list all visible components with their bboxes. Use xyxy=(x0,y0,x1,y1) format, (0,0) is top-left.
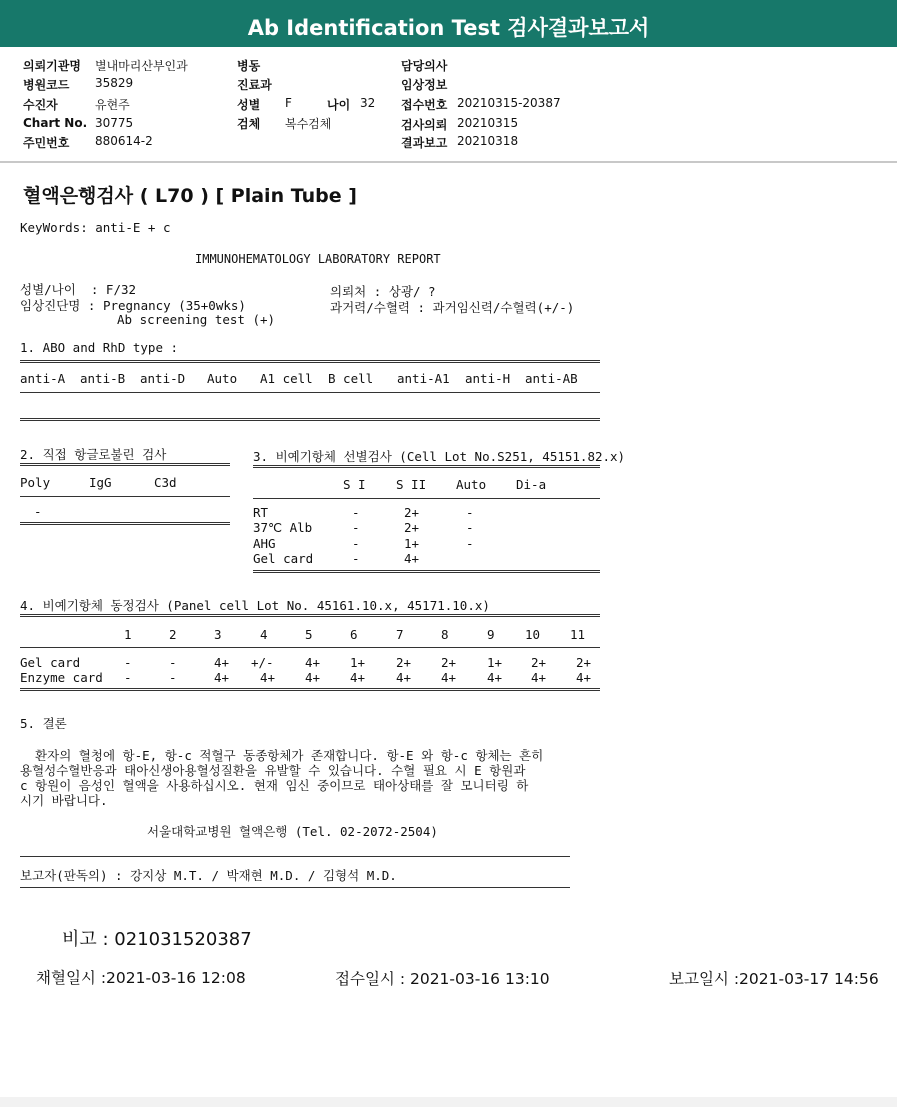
collected-datetime: 채혈일시 :2021-03-16 12:08 xyxy=(36,969,246,987)
result-report-value: 20210318 xyxy=(457,134,519,148)
panel-col: 2 xyxy=(169,627,177,642)
screen-row-label: AHG xyxy=(253,536,276,551)
single-rule xyxy=(20,647,600,648)
screen-row-label: RT xyxy=(253,505,269,520)
chart-no-label: Chart No. xyxy=(23,116,88,130)
conclusion-line: 환자의 혈청에 항-E, 항-c 적혈구 동종항체가 존재합니다. 항-E 와 항-c 항체는 흔히 xyxy=(20,748,544,763)
requesting-org-value: 별내마리산부인과 xyxy=(95,59,188,73)
panel-cell: 4+ xyxy=(487,670,503,685)
reporter-line: 보고자(판독의) : 강지상 M.T. / 박재현 M.D. / 김형석 M.D. xyxy=(20,868,397,883)
panel-cell: 2+ xyxy=(576,655,592,670)
panel-cell: - xyxy=(169,670,177,685)
screen-cell: - xyxy=(466,520,474,535)
report-header xyxy=(0,0,897,47)
double-rule xyxy=(20,418,600,421)
single-rule xyxy=(253,498,600,499)
report-header-title: Ab Identification Test 검사결과보고서 xyxy=(247,16,650,40)
panel-row-label: Gel card xyxy=(20,655,81,670)
dat-col-poly: Poly xyxy=(20,475,51,490)
panel-col: 1 xyxy=(124,627,132,642)
panel-cell: 2+ xyxy=(531,655,547,670)
keywords: KeyWords: anti-E + c xyxy=(20,220,171,235)
panel-col: 3 xyxy=(214,627,222,642)
screen-col-dia: Di-a xyxy=(516,477,547,492)
screen-cell: - xyxy=(466,536,474,551)
receipt-no-value: 20210315-20387 xyxy=(457,96,561,110)
abo-col-auto: Auto xyxy=(207,371,238,386)
requester-line: 의뢰처 : 상광/ ? xyxy=(330,284,436,299)
ward-label: 병동 xyxy=(237,59,261,73)
abo-col-anti-b: anti-B xyxy=(80,371,126,386)
panel-cell: 4+ xyxy=(214,670,230,685)
screen-cell: 2+ xyxy=(404,505,420,520)
clinical-info-label: 임상정보 xyxy=(401,78,448,92)
panel-cell: +/- xyxy=(251,655,274,670)
test-request-label: 검사의뢰 xyxy=(401,118,448,132)
dat-heading: 2. 직접 항글로불린 검사 xyxy=(20,447,167,462)
panel-row-label: Enzyme card xyxy=(20,670,103,685)
screen-cell: 4+ xyxy=(404,551,420,566)
panel-cell: 4+ xyxy=(576,670,592,685)
abo-col-anti-a: anti-A xyxy=(20,371,66,386)
conclusion-heading: 5. 결론 xyxy=(20,716,67,731)
panel-col: 8 xyxy=(441,627,449,642)
screen-heading: 3. 비예기항체 선별검사 (Cell Lot No.S251, 45151.82.x) xyxy=(253,449,626,464)
abo-col-anti-h: anti-H xyxy=(465,371,511,386)
panel-cell: 4+ xyxy=(305,655,321,670)
age-label: 나이 xyxy=(327,98,351,112)
single-rule xyxy=(20,856,570,857)
panel-col: 5 xyxy=(305,627,313,642)
single-rule xyxy=(20,496,230,497)
panel-cell: - xyxy=(169,655,177,670)
test-request-value: 20210315 xyxy=(457,116,519,130)
double-rule xyxy=(20,522,230,525)
panel-col: 9 xyxy=(487,627,495,642)
panel-col: 6 xyxy=(350,627,358,642)
diagnosis-line: 임상진단명 : Pregnancy (35+0wks) xyxy=(20,298,246,313)
abo-col-anti-d: anti-D xyxy=(140,371,186,386)
abo-heading: 1. ABO and RhD type : xyxy=(20,340,179,355)
double-rule xyxy=(20,463,230,466)
hospital-code-label: 병원코드 xyxy=(23,78,70,92)
double-rule xyxy=(253,465,600,468)
single-rule xyxy=(20,887,570,888)
patient-name-value: 유현주 xyxy=(95,98,130,112)
received-datetime: 접수일시 : 2021-03-16 13:10 xyxy=(335,970,550,988)
attending-doctor-label: 담당의사 xyxy=(401,59,448,73)
panel-col: 11 xyxy=(570,627,586,642)
conclusion-line: c 항원이 음성인 혈액을 사용하십시오. 현재 임신 중이므로 태아상태를 잘 모니터링 하 xyxy=(20,778,529,793)
screen-cell: - xyxy=(352,505,360,520)
specimen-label: 검체 xyxy=(237,117,261,131)
screen-cell: 1+ xyxy=(404,536,420,551)
receipt-no-label: 접수번호 xyxy=(401,98,448,112)
single-rule xyxy=(20,392,600,393)
double-rule xyxy=(20,688,600,691)
screen-col-auto: Auto xyxy=(456,477,487,492)
panel-cell: 1+ xyxy=(350,655,366,670)
remark-line: 비고 : 021031520387 xyxy=(62,929,252,950)
hospital-code-value: 35829 xyxy=(95,76,134,90)
panel-cell: 4+ xyxy=(396,670,412,685)
double-rule xyxy=(20,614,600,617)
dat-poly-value: - xyxy=(34,504,42,519)
panel-cell: - xyxy=(124,655,132,670)
panel-cell: - xyxy=(124,670,132,685)
lab-report-heading: IMMUNOHEMATOLOGY LABORATORY REPORT xyxy=(195,252,441,266)
diagnosis-line-2: Ab screening test (+) xyxy=(117,312,276,327)
panel-cell: 1+ xyxy=(487,655,503,670)
report-title: 혈액은행검사 ( L70 ) [ Plain Tube ] xyxy=(23,185,357,207)
panel-cell: 2+ xyxy=(441,655,457,670)
panel-cell: 4+ xyxy=(305,670,321,685)
panel-col: 7 xyxy=(396,627,404,642)
patient-name-label: 수진자 xyxy=(23,98,58,112)
screen-cell: - xyxy=(466,505,474,520)
panel-col: 10 xyxy=(525,627,541,642)
resident-no-value: 880614-2 xyxy=(95,134,153,148)
history-line: 과거력/수혈력 : 과거임신력/수혈력(+/-) xyxy=(330,300,575,315)
blood-bank-line: 서울대학교병원 혈액은행 (Tel. 02-2072-2504) xyxy=(147,824,438,839)
dat-col-c3d: C3d xyxy=(154,475,177,490)
result-report-label: 결과보고 xyxy=(401,136,448,150)
panel-cell: 4+ xyxy=(214,655,230,670)
bottom-strip xyxy=(0,1097,897,1107)
conclusion-line: 시기 바랍니다. xyxy=(20,793,108,808)
requesting-org-label: 의뢰기관명 xyxy=(23,59,81,73)
screen-col-s1: S I xyxy=(343,477,366,492)
sex-label: 성별 xyxy=(237,98,261,112)
screen-cell: 2+ xyxy=(404,520,420,535)
panel-cell: 4+ xyxy=(441,670,457,685)
specimen-value: 복수검체 xyxy=(285,117,332,131)
abo-col-anti-a1: anti-A1 xyxy=(397,371,450,386)
info-separator xyxy=(0,161,897,163)
sex-value: F xyxy=(285,96,292,110)
department-label: 진료과 xyxy=(237,78,272,92)
screen-cell: - xyxy=(352,536,360,551)
panel-cell: 4+ xyxy=(531,670,547,685)
screen-row-label: 37℃ Alb xyxy=(253,520,313,535)
sex-age-line: 성별/나이 : F/32 xyxy=(20,282,137,297)
abo-col-b-cell: B cell xyxy=(328,371,374,386)
age-value: 32 xyxy=(360,96,376,110)
panel-col: 4 xyxy=(260,627,268,642)
panel-cell: 2+ xyxy=(396,655,412,670)
conclusion-line: 용혈성수혈반응과 태아신생아용혈성질환을 유발할 수 있습니다. 수혈 필요 시 E 항원과 xyxy=(20,763,526,778)
reported-datetime: 보고일시 :2021-03-17 14:56 xyxy=(669,970,879,988)
abo-col-anti-ab: anti-AB xyxy=(525,371,578,386)
panel-cell: 4+ xyxy=(350,670,366,685)
abo-col-a1-cell: A1 cell xyxy=(260,371,313,386)
screen-row-label: Gel card xyxy=(253,551,314,566)
screen-cell: - xyxy=(352,520,360,535)
double-rule xyxy=(20,360,600,363)
resident-no-label: 주민번호 xyxy=(23,136,70,150)
double-rule xyxy=(253,570,600,573)
chart-no-value: 30775 xyxy=(95,116,134,130)
screen-col-s2: S II xyxy=(396,477,427,492)
panel-heading: 4. 비예기항체 동정검사 (Panel cell Lot No. 45161.10.x, 45171.10.x) xyxy=(20,598,490,613)
panel-cell: 4+ xyxy=(260,670,276,685)
dat-col-igg: IgG xyxy=(89,475,112,490)
screen-cell: - xyxy=(352,551,360,566)
